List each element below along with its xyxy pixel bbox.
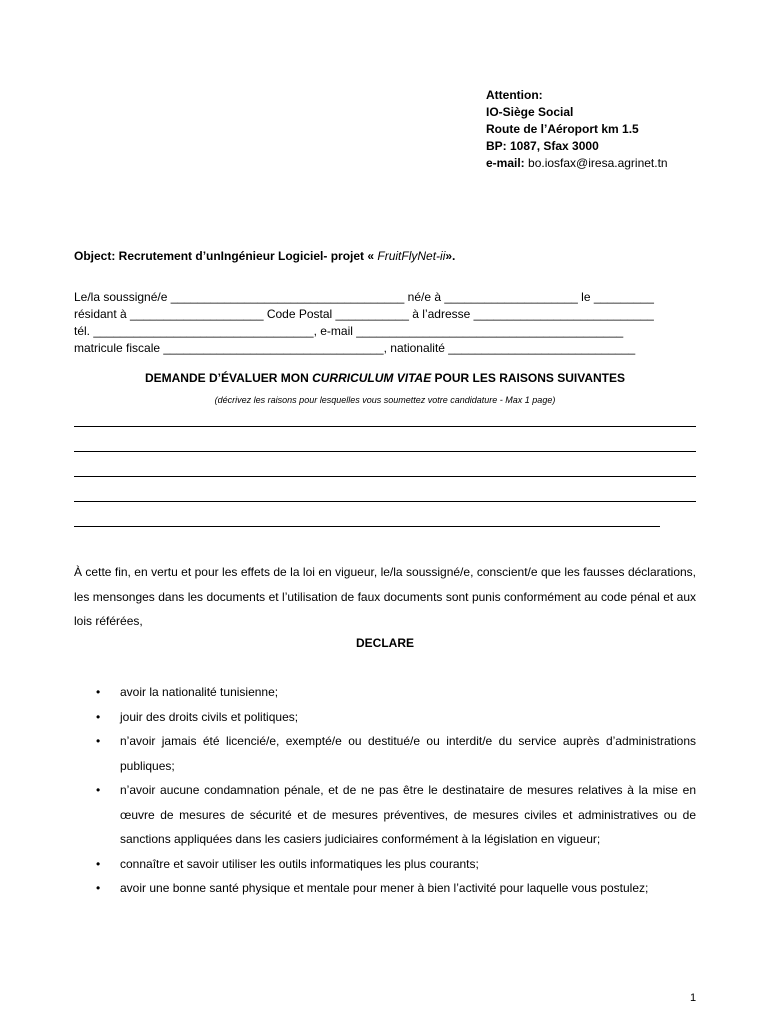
page-number: 1 — [690, 992, 697, 1004]
list-item — [96, 729, 696, 778]
email-label: e-mail: — [486, 156, 525, 170]
address-attention: Attention: — [486, 88, 543, 102]
demande-subtitle: (décrivez les raisons pour lesquelles vous soumettez votre candidature - Max 1 page) — [214, 395, 556, 405]
reason-line-5 — [74, 526, 660, 527]
object-project: FruitFlyNet-ii — [377, 249, 446, 263]
list-item-text: avoir la nationalité tunisienne; — [120, 685, 279, 699]
reason-line-3 — [74, 476, 696, 477]
field-row-residence: résidant à ____________________ Code Postal ___________ à l’adresse ___________________________ — [74, 307, 654, 321]
applicant-fields — [74, 289, 696, 357]
address-bp: BP: 1087, Sfax 3000 — [486, 139, 599, 153]
reason-line-2 — [74, 451, 696, 452]
bullet-icon: • — [96, 709, 101, 724]
list-item — [96, 876, 696, 901]
list-item — [96, 852, 696, 877]
declaration-paragraph: À cette fin, en vertu et pour les effets de la loi en vigueur, le/la soussigné/e, conscient/e que les fausses déclarations, les mensonges dans les documents et l’utilisation de faux documents sont punis conformément au code pénal et aux lois référées, — [74, 565, 696, 628]
bullet-icon: • — [96, 856, 101, 871]
list-item — [96, 778, 696, 852]
bullet-icon: • — [96, 685, 101, 699]
list-item — [96, 680, 696, 705]
object-line — [74, 249, 455, 263]
address-org: IO-Siège Social — [486, 105, 574, 119]
bullet-icon: • — [96, 734, 101, 748]
declaration-list — [96, 680, 696, 901]
demande-title-italic: CURRICULUM VITAE — [312, 371, 432, 385]
object-prefix: Object: Recrutement d’unIngénieur Logiciel- projet « — [74, 249, 378, 263]
demande-title-before: DEMANDE D’ÉVALUER MON — [144, 371, 313, 385]
reason-line-1 — [74, 426, 696, 427]
address-road: Route de l’Aéroport km 1.5 — [486, 122, 639, 136]
list-item-text: n’avoir aucune condamnation pénale, et de ne pas être le destinataire de mesures relatives à la mise en œuvre de mesures de sécurité et de mesures préventives, de mesures civiles et administratives ou de sanctions appliquées dans les casiers judiciaires conformément à la législation en vigueur; — [120, 783, 696, 846]
list-item-text: connaître et savoir utiliser les outils informatiques les plus courants; — [120, 856, 479, 871]
list-item-text: n’avoir jamais été licencié/e, exempté/e ou destitué/e ou interdit/e du service auprès d’administrations publiques; — [120, 734, 696, 773]
recipient-address — [486, 87, 668, 172]
field-row-name: Le/la soussigné/e ___________________________________ né/e à ____________________ le _________ — [74, 290, 654, 304]
reason-line-4 — [74, 501, 696, 502]
demande-title — [0, 371, 770, 385]
field-row-tax: matricule fiscale _________________________________, nationalité ____________________________ — [74, 341, 636, 355]
list-item — [96, 705, 696, 730]
declare-heading: DECLARE — [355, 636, 414, 650]
bullet-icon: • — [96, 881, 101, 895]
list-item-text: avoir une bonne santé physique et mentale pour mener à bien l’activité pour laquelle vous postulez; — [120, 881, 649, 895]
email-value: bo.iosfax@iresa.agrinet.tn — [524, 156, 668, 170]
bullet-icon: • — [96, 783, 101, 797]
address-email — [486, 155, 668, 172]
object-suffix: ». — [445, 249, 456, 263]
demande-title-after: POUR LES RAISONS SUIVANTES — [431, 371, 626, 385]
field-row-contact: tél. _________________________________, e-mail ________________________________________ — [74, 324, 624, 338]
list-item-text: jouir des droits civils et politiques; — [120, 709, 299, 724]
